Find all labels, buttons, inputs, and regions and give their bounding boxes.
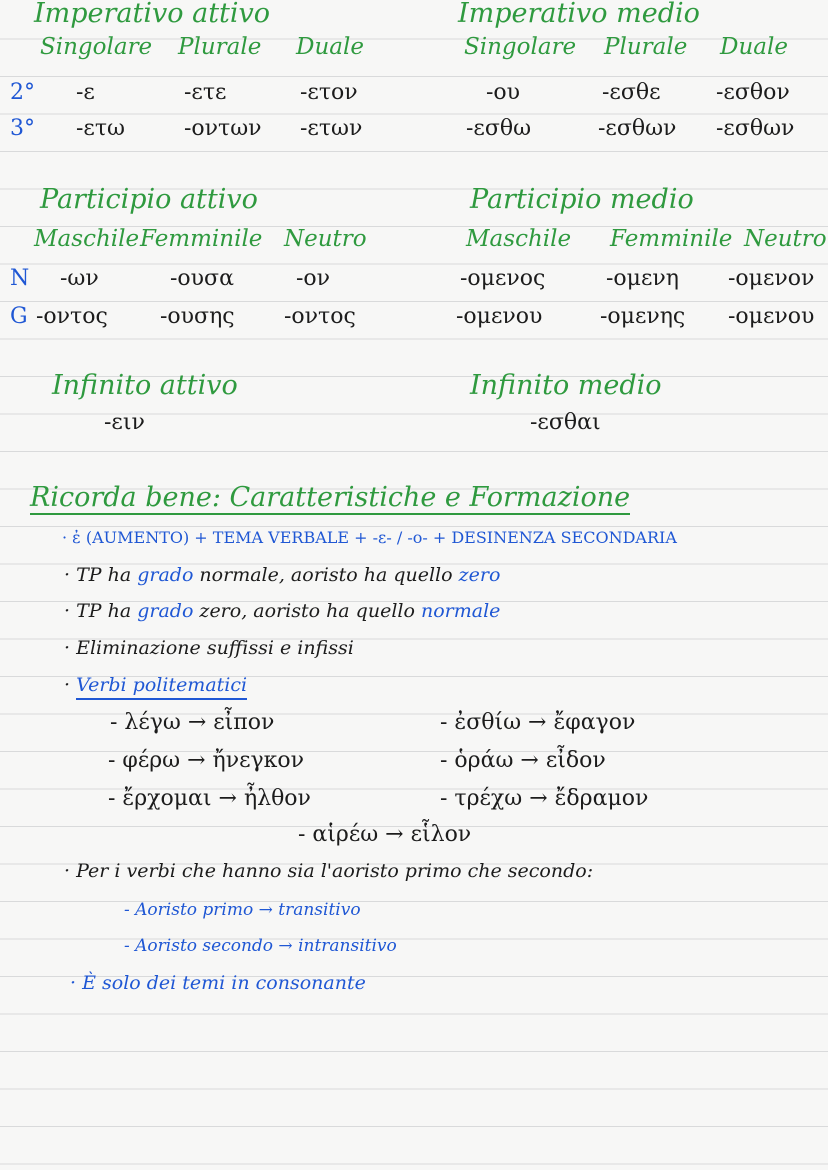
tp-d: zero	[458, 564, 501, 586]
tp-normale-line: · TP ha grado normale, aoristo ha quello zero	[64, 564, 501, 586]
tp-a: TP ha	[76, 600, 138, 622]
header-plurale: Plurale	[178, 34, 262, 60]
tp-b: grado	[137, 600, 194, 622]
ending-cell: -οντος	[36, 304, 108, 329]
aoristo-secondo: - Aoristo secondo → intransitivo	[124, 936, 397, 956]
ending-cell: -ετον	[300, 80, 358, 105]
case-label: G	[10, 304, 28, 329]
tp-a: TP ha	[76, 564, 138, 586]
participio-attivo-title: Participio attivo	[40, 184, 258, 215]
infinito-medio-title: Infinito medio	[470, 370, 662, 401]
verb-item: - λέγω → εἶπον	[110, 710, 275, 735]
imperativo-attivo-title: Imperativo attivo	[34, 0, 271, 29]
ending-cell: -ομενος	[460, 266, 546, 291]
header-singolare: Singolare	[40, 34, 153, 60]
ending-cell: -εσθω	[466, 116, 532, 141]
ending-cell: -ομενου	[728, 304, 815, 329]
tp-c: normale, aoristo ha quello	[193, 564, 459, 586]
ending-cell: -ουσης	[160, 304, 235, 329]
solo-temi-line: · È solo dei temi in consonante	[70, 972, 366, 994]
formula-line: · ἐ (AUMENTO) + TEMA VERBALE + -ε- / -ο- + DESINENZA SECONDARIA	[62, 528, 677, 547]
verb-item: - ἐσθίω → ἔφαγον	[440, 710, 636, 735]
verb-item: - φέρω → ἤνεγκον	[108, 748, 304, 773]
solo-temi-text: È solo dei temi in consonante	[82, 972, 366, 994]
ending-cell: -ομενου	[456, 304, 543, 329]
ending-cell: -ων	[60, 266, 99, 291]
header-neutro: Neutro	[284, 226, 367, 252]
ending-cell: -ομενον	[728, 266, 815, 291]
ending-cell: -ον	[296, 266, 331, 291]
infinito-attivo-ending: -ειν	[104, 410, 145, 435]
participio-medio-title: Participio medio	[470, 184, 694, 215]
ending-cell: -εσθων	[598, 116, 677, 141]
per-verbi-line: · Per i verbi che hanno sia l'aoristo primo che secondo:	[64, 860, 594, 882]
aoristo-primo: - Aoristo primo → transitivo	[124, 900, 361, 920]
ending-cell: -ομενη	[606, 266, 679, 291]
ending-cell: -ε	[76, 80, 95, 105]
header-femminile: Femminile	[610, 226, 733, 252]
ending-cell: -εσθον	[716, 80, 790, 105]
header-duale: Duale	[720, 34, 788, 60]
imperativo-medio-title: Imperativo medio	[458, 0, 700, 29]
infinito-medio-ending: -εσθαι	[530, 410, 601, 435]
infinito-attivo-title: Infinito attivo	[52, 370, 238, 401]
tp-zero-line: · TP ha grado zero, aoristo ha quello normale	[64, 600, 501, 622]
header-maschile: Maschile	[34, 226, 140, 252]
eliminazione-line: · Eliminazione suffissi e infissi	[64, 637, 354, 659]
tp-c: zero, aoristo ha quello	[193, 600, 421, 622]
eliminazione-text: Eliminazione suffissi e infissi	[76, 637, 354, 659]
ending-cell: -ουσα	[170, 266, 234, 291]
ending-cell: -εσθων	[716, 116, 795, 141]
ending-cell: -ομενης	[600, 304, 686, 329]
person-label: 2°	[10, 80, 35, 105]
header-plurale: Plurale	[604, 34, 688, 60]
tp-b: grado	[137, 564, 194, 586]
case-label: N	[10, 266, 30, 291]
person-label: 3°	[10, 116, 35, 141]
header-singolare: Singolare	[464, 34, 577, 60]
ending-cell: -ετων	[300, 116, 363, 141]
header-neutro: Neutro	[744, 226, 827, 252]
formula-text: ἐ (AUMENTO) + TEMA VERBALE + -ε- / -ο- + DESINENZA SECONDARIA	[72, 528, 677, 547]
verb-item: - τρέχω → ἔδραμον	[440, 786, 649, 811]
ending-cell: -εσθε	[602, 80, 661, 105]
ending-cell: -οντων	[184, 116, 262, 141]
tp-d: normale	[420, 600, 501, 622]
verb-item: - ἔρχομαι → ἦλθον	[108, 786, 311, 811]
header-duale: Duale	[296, 34, 364, 60]
ending-cell: -ετε	[184, 80, 227, 105]
politematici-title: Verbi politematici	[76, 674, 247, 700]
ending-cell: -οντος	[284, 304, 356, 329]
header-femminile: Femminile	[140, 226, 263, 252]
header-maschile: Maschile	[466, 226, 572, 252]
ricorda-title: Ricorda bene: Caratteristiche e Formazione	[30, 482, 631, 513]
ending-cell: -ετω	[76, 116, 125, 141]
ending-cell: -ου	[486, 80, 521, 105]
per-verbi-text: Per i verbi che hanno sia l'aoristo primo che secondo:	[76, 860, 594, 882]
verb-item: - αἱρέω → εἷλον	[298, 822, 472, 847]
politematici-line: · Verbi politematici	[64, 676, 247, 695]
verb-item: - ὁράω → εἶδον	[440, 748, 606, 773]
